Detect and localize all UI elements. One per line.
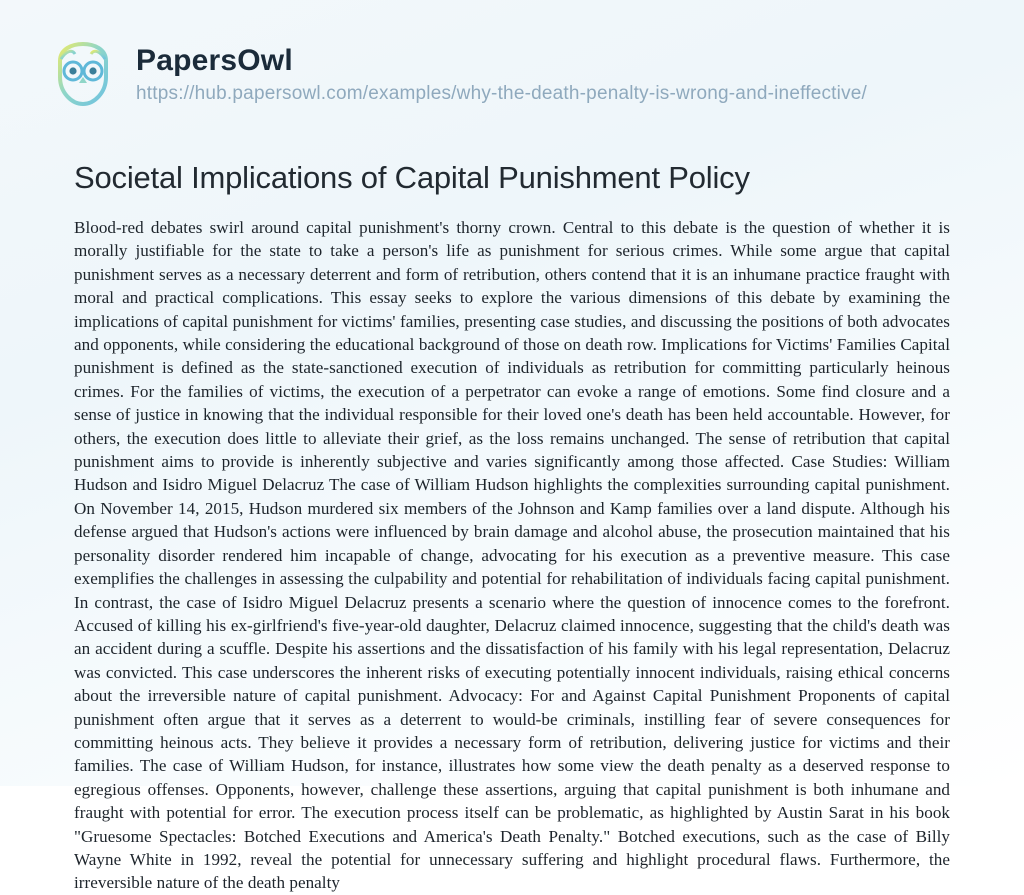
document-body (28, 122, 996, 895)
page-url[interactable]: https://hub.papersowl.com/examples/why-the-death-penalty-is-wrong-and-ineffective/ (136, 82, 868, 104)
site-header (28, 26, 996, 122)
article-text: Blood-red debates swirl around capital punishment's thorny crown. Central to this debate is the question of whether it is morally justifiable for the state to take a person's life as punishment for serious crimes. While some argue that capital punishment serves as a necessary deterrent and form of retribution, others contend that it is an inhumane practice fraught with moral and practical complications. This essay seeks to explore the various dimensions of this debate by examining the implications of capital punishment for victims' families, presenting case studies, and discussing the positions of both advocates and opponents, while considering the educational background of those on death row. Implications for Victims' Families Capital punishment is defined as the state-sanctioned execution of individuals as retribution for committing particularly heinous crimes. For the families of victims, the execution of a perpetrator can evoke a range of emotions. Some find closure and a sense of justice in knowing that the individual responsible for their loved one's death has been held accountable. However, for others, the execution does little to alleviate their grief, as the loss remains unchanged. The sense of retribution that capital punishment aims to provide is inherently subjective and varies significantly among those affected. Case Studies: William Hudson and Isidro Miguel Delacruz The case of William Hudson highlights the complexities surrounding capital punishment. On November 14, 2015, Hudson murdered six members of the Johnson and Kamp families over a land dispute. Although his defense argued that Hudson's actions were influenced by brain damage and alcohol abuse, the prosecution maintained that his personality disorder rendered him incapable of change, advocating for his execution as a preventive measure. This case exemplifies the challenges in assessing the culpability and potential for rehabilitation of individuals facing capital punishment. In contrast, the case of Isidro Miguel Delacruz presents a scenario where the question of innocence comes to the forefront. Accused of killing his ex-girlfriend's five-year-old daughter, Delacruz claimed innocence, suggesting that the child's death was an accident during a scuffle. Despite his assertions and the dissatisfaction of his family with his legal representation, Delacruz was convicted. This case underscores the inherent risks of executing potentially innocent individuals, raising ethical concerns about the irreversible nature of capital punishment. Advocacy: For and Against Capital Punishment Proponents of capital punishment often argue that it serves as a deterrent to would-be criminals, instilling fear of severe consequences for committing heinous acts. They believe it provides a necessary form of retribution, delivering justice for victims and their families. The case of William Hudson, for instance, illustrates how some view the death penalty as a deserved response to egregious offenses. Opponents, however, challenge these assertions, arguing that capital punishment is both inhumane and fraught with potential for error. The execution process itself can be problematic, as highlighted by Austin Sarat in his book "Gruesome Spectacles: Botched Executions and America's Death Penalty." Botched executions, such as the case of Billy Wayne White in 1992, reveal the potential for unnecessary suffering and highlight procedural flaws. Furthermore, the irreversible nature of the death penalty (74, 218, 950, 893)
brand-block (136, 44, 867, 105)
page-title: Societal Implications of Capital Punishment Policy (74, 160, 750, 195)
owl-logo-icon (48, 39, 118, 109)
document-sheet (28, 26, 996, 893)
brand-name: PapersOwl (136, 43, 293, 77)
